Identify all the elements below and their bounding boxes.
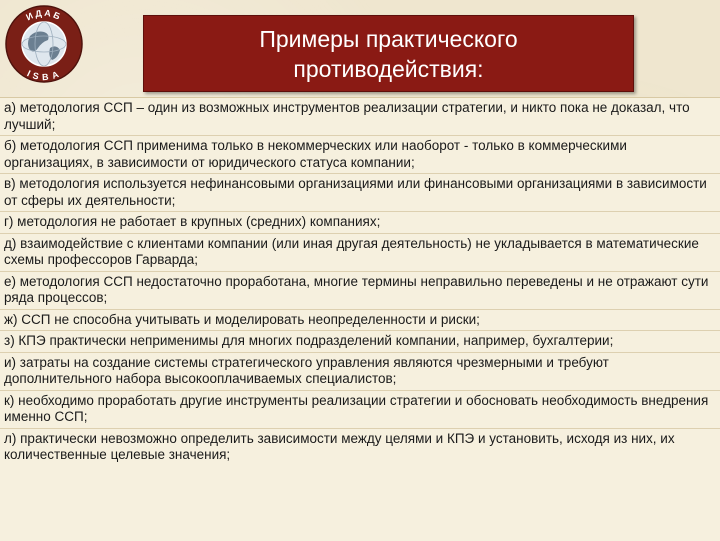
list-item: д) взаимодействие с клиентами компании (или иная другая деятельность) не укладывается в математические схемы профессоров Гарварда; — [0, 234, 720, 272]
content-list — [0, 97, 720, 541]
logo-top-text: ИДАБ — [24, 7, 64, 23]
logo — [4, 4, 84, 84]
list-item: е) методология ССП недостаточно проработана, многие термины неправильно переведены и не отражают сути ряда процессов; — [0, 272, 720, 310]
list-item: в) методология используется нефинансовыми организациями или финансовыми организациями в зависимости от сферы их деятельности; — [0, 174, 720, 212]
title-line-1: Примеры практического — [259, 25, 518, 52]
list-item: а) методология ССП – один из возможных инструментов реализации стратегии, и никто пока не доказал, что лучший; — [0, 98, 720, 136]
globe-emblem-icon — [4, 4, 84, 84]
title-line-2: противодействия: — [293, 55, 484, 82]
list-item: г) методология не работает в крупных (средних) компаниях; — [0, 212, 720, 234]
slide-title — [143, 15, 634, 92]
list-item: и) затраты на создание системы стратегического управления являются чрезмерными и требуют дополнительного набора высокооплачиваемых специалистов; — [0, 353, 720, 391]
list-item: б) методология ССП применима только в некоммерческих или наоборот - только в коммерческими организациях, в зависимости от юридического статуса компании; — [0, 136, 720, 174]
logo-bottom-text: ISBA — [25, 68, 62, 83]
list-item: к) необходимо проработать другие инструменты реализации стратегии и обосновать необходимость внедрения именно ССП; — [0, 391, 720, 429]
list-item: ж) ССП не способна учитывать и моделировать неопределенности и риски; — [0, 310, 720, 332]
list-item: з) КПЭ практически неприменимы для многих подразделений компании, например, бухгалтерии; — [0, 331, 720, 353]
list-item: л) практически невозможно определить зависимости между целями и КПЭ и установить, исходя из них, их количественные целевые значения; — [4, 430, 675, 462]
